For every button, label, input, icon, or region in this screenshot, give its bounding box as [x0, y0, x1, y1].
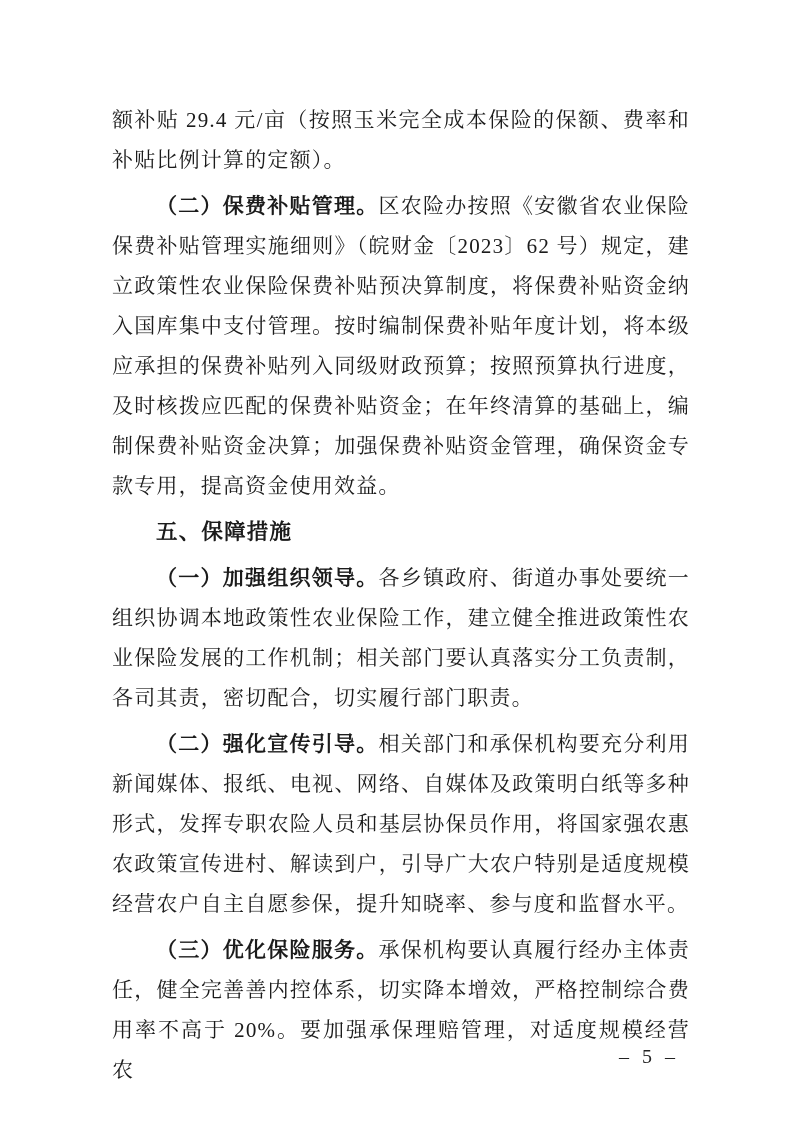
body-text: 制保费补贴资金决算；加强保费补贴资金管理，确保资金专	[112, 434, 690, 458]
paragraph-lead: （一）加强组织领导。	[156, 566, 379, 590]
body-text: 承保机构要认真履行经办主体责	[378, 938, 690, 962]
body-text: 立政策性农业保险保费补贴预决算制度，将保费补贴资金纳	[112, 274, 690, 298]
text-line	[112, 100, 690, 140]
text-line	[112, 558, 690, 598]
text-line	[112, 804, 690, 844]
text-line	[112, 930, 690, 970]
document-body	[112, 100, 690, 1082]
paragraph-strengthen-organizational-leadership	[112, 558, 690, 718]
body-text: 新闻媒体、报纸、电视、网络、自媒体及政策明白纸等多种	[112, 772, 690, 796]
paragraph-lead: 五、保障措施	[156, 520, 293, 544]
text-line	[112, 466, 690, 506]
body-text: 业保险发展的工作机制；相关部门要认真落实分工负责制，	[112, 646, 690, 670]
paragraph-premium-subsidy-management	[112, 186, 690, 506]
body-text: 补贴比例计算的定额）。	[112, 148, 346, 172]
text-line	[112, 724, 690, 764]
paragraph-optimize-insurance-services	[112, 930, 690, 1082]
text-line	[112, 346, 690, 386]
body-text: 各乡镇政府、街道办事处要统一	[378, 566, 690, 590]
body-text: 区农险办按照《安徽省农业保险	[378, 194, 690, 218]
body-text: 及时核拨应匹配的保费补贴资金；在年终清算的基础上，编	[112, 394, 690, 418]
page-footer	[0, 1042, 793, 1072]
body-text: 入国库集中支付管理。按时编制保费补贴年度计划，将本级	[112, 314, 690, 338]
paragraph-strengthen-publicity-guidance	[112, 724, 690, 924]
body-text: 应承担的保费补贴列入同级财政预算；按照预算执行进度，	[112, 354, 690, 378]
text-line	[112, 638, 690, 678]
text-line	[112, 970, 690, 1010]
page-number: – 5 –	[619, 1046, 679, 1068]
text-line	[112, 306, 690, 346]
text-line	[112, 884, 690, 924]
body-text: 形式，发挥专职农险人员和基层协保员作用，将国家强农惠	[112, 812, 690, 836]
body-text: 款专用，提高资金使用效益。	[112, 474, 401, 498]
text-line	[112, 844, 690, 884]
text-line	[112, 598, 690, 638]
paragraph-continuation	[112, 100, 690, 180]
body-text: 各司其责，密切配合，切实履行部门职责。	[112, 686, 534, 710]
text-line	[112, 386, 690, 426]
body-text: 经营农户自主自愿参保，提升知晓率、参与度和监督水平。	[112, 892, 690, 916]
text-line	[112, 226, 690, 266]
text-line	[112, 266, 690, 306]
paragraph-lead: （二）保费补贴管理。	[156, 194, 379, 218]
text-line	[112, 512, 690, 552]
text-line	[112, 764, 690, 804]
text-line	[112, 426, 690, 466]
section-heading-5	[112, 512, 690, 552]
body-text: 农政策宣传进村、解读到户，引导广大农户特别是适度规模	[112, 852, 690, 876]
body-text: 保费补贴管理实施细则》（皖财金〔2023〕62 号）规定，建	[112, 234, 690, 258]
paragraph-lead: （二）强化宣传引导。	[156, 732, 379, 756]
body-text: 额补贴 29.4 元/亩（按照玉米完全成本保险的保额、费率和	[112, 108, 690, 132]
body-text: 组织协调本地政策性农业保险工作，建立健全推进政策性农	[112, 606, 690, 630]
text-line	[112, 140, 690, 180]
body-text: 任，健全完善善内控体系，切实降本增效，严格控制综合费	[112, 978, 690, 1002]
paragraph-lead: （三）优化保险服务。	[156, 938, 379, 962]
body-text: 用率不高于 20%。要加强承保理赔管理，对适度规模经营农	[112, 1018, 690, 1082]
text-line	[112, 678, 690, 718]
body-text: 相关部门和承保机构要充分利用	[378, 732, 690, 756]
text-line	[112, 186, 690, 226]
